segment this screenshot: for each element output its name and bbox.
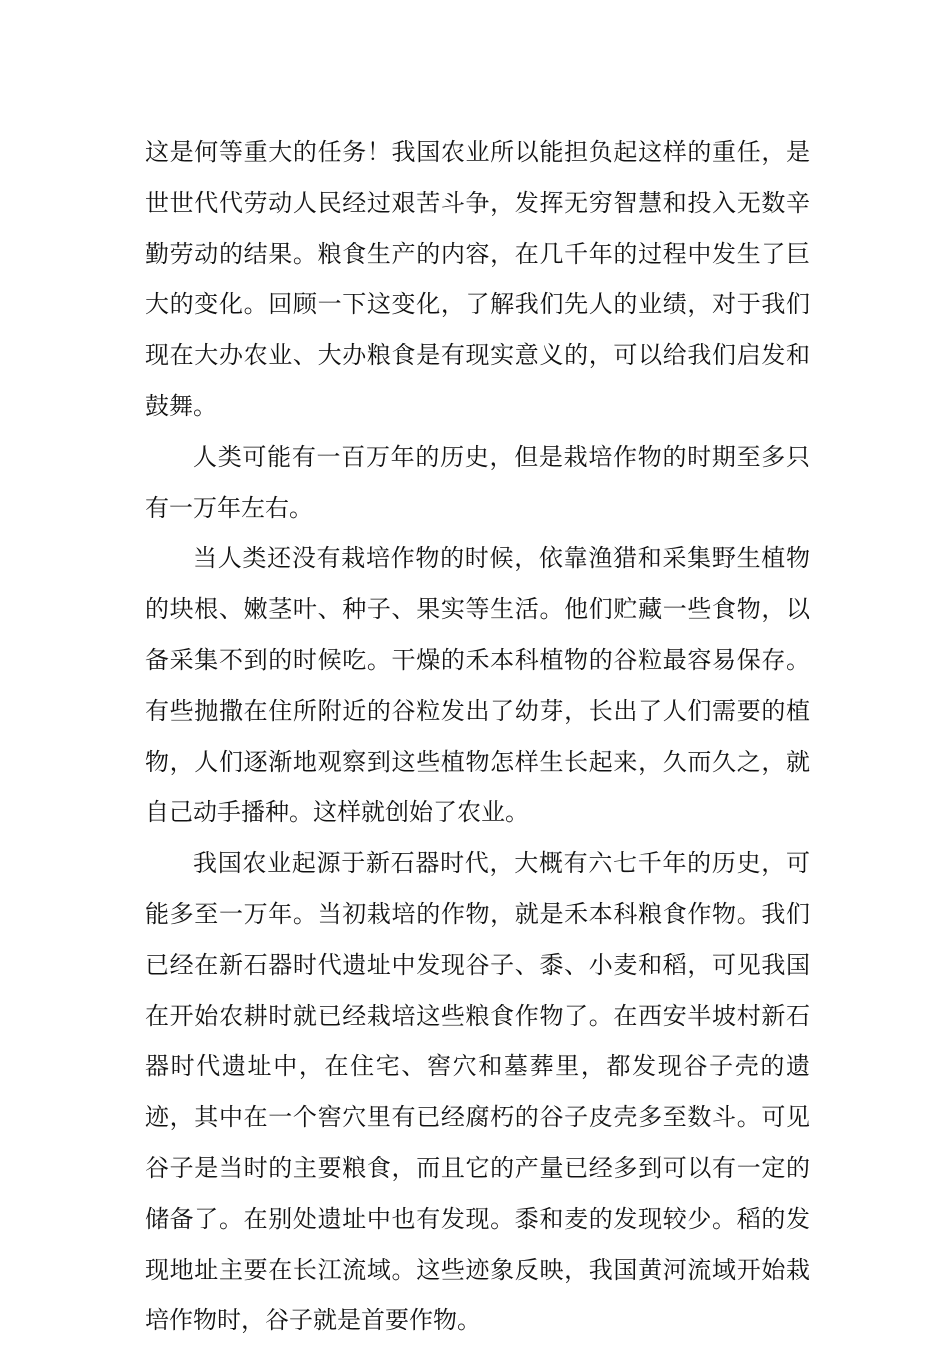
paragraph-4: 我国农业起源于新石器时代，大概有六七千年的历史，可能多至一万年。当初栽培的作物，就是禾本科粮食作物。我们已经在新石器时代遗址中发现谷子、黍、小麦和稻，可见我国在开始农耕时就已经栽培这些粮食作物了。在西安半坡村新石器时代遗址中，在住宅、窖穴和墓葬里，都发现谷子壳的遗迹，其中在一个窖穴里有已经腐朽的谷子皮壳多至数斗。可见谷子是当时的主要粮食，而且它的产量已经多到可以有一定的储备了。在别处遗址中也有发现。黍和麦的发现较少。稻的发现地址主要在长江流域。这些迹象反映，我国黄河流域开始栽培作物时，谷子就是首要作物。	[145, 849, 810, 1335]
paragraph-2: 人类可能有一百万年的历史，但是栽培作物的时期至多只有一万年左右。	[145, 442, 810, 522]
paragraph-3: 当人类还没有栽培作物的时候，依靠渔猎和采集野生植物的块根、嫩茎叶、种子、果实等生活。他们贮藏一些食物，以备采集不到的时候吃。干燥的禾本科植物的谷粒最容易保存。有些抛撒在住所附近的谷粒发出了幼芽，长出了人们需要的植物，人们逐渐地观察到这些植物怎样生长起来，久而久之，就自己动手播种。这样就创始了农业。	[145, 544, 810, 827]
paragraph-1: 这是何等重大的任务！我国农业所以能担负起这样的重任，是世世代代劳动人民经过艰苦斗争，发挥无穷智慧和投入无数辛勤劳动的结果。粮食生产的内容，在几千年的过程中发生了巨大的变化。回顾一下这变化，了解我们先人的业绩，对于我们现在大办农业、大办粮食是有现实意义的，可以给我们启发和鼓舞。	[145, 138, 810, 420]
document-body	[145, 127, 810, 1346]
